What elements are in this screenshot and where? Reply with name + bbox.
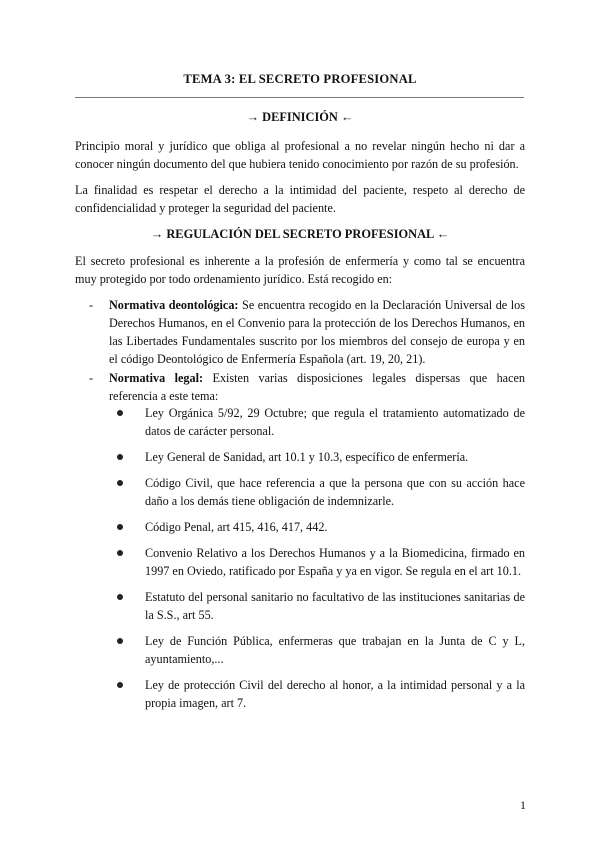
legal-provisions-list (110, 404, 525, 720)
page-number: 1 (520, 798, 526, 812)
document-title: TEMA 3: EL SECRETO PROFESIONAL (183, 72, 417, 86)
list-item (110, 474, 525, 510)
list-item (110, 448, 525, 466)
list-item (110, 632, 525, 668)
list-item-text: Ley de Función Pública, enfermeras que trabajan en la Junta de C y L, ayuntamiento,... (145, 634, 525, 666)
list-item (110, 404, 525, 440)
list-item (110, 518, 525, 536)
list-item-text (109, 296, 525, 368)
list-item-text (109, 369, 525, 405)
list-item (110, 588, 525, 624)
bullet-dot-icon (117, 682, 123, 688)
list-item (110, 676, 525, 712)
regulacion-intro: El secreto profesional es inherente a la profesión de enfermería y como tal se encuentra muy protegido por todo ordenamiento jurídico. Está recogido en: (75, 254, 525, 286)
bullet-dot-icon (117, 480, 123, 486)
list-item-body: Se encuentra recogido en la Declaración Universal de los Derechos Humanos, en el Convenio para la protección de los Derechos Humanos, en las Libertades Fundamentales suscrito por los miembros del consejo de europa y en el código Deontológico de Enfermería Española (art. 19, 20, 21). (109, 298, 525, 366)
list-item-text: Ley Orgánica 5/92, 29 Octubre; que regula el tratamiento automatizado de datos de carácter personal. (145, 406, 525, 438)
definicion-paragraph: Principio moral y jurídico que obliga al profesional a no revelar ningún hecho ni dar a conocer ningún documento del que hubiera tenido conocimiento por razón de su profesión. (75, 139, 525, 171)
dash-marker: - (89, 298, 94, 312)
bullet-dot-icon (117, 638, 123, 644)
list-item-text: Código Penal, art 415, 416, 417, 442. (145, 520, 328, 534)
bullet-dot-icon (117, 410, 123, 416)
list-item-body: Existen varias disposiciones legales dispersas que hacen referencia a este tema: (109, 371, 525, 403)
list-item-text: Ley de protección Civil del derecho al honor, a la intimidad personal y a la propia imagen, art 7. (145, 678, 525, 710)
bullet-dot-icon (117, 594, 123, 600)
list-item-label: Normativa legal: (109, 371, 204, 385)
dash-marker: - (89, 371, 94, 385)
bullet-dot-icon (117, 550, 123, 556)
title-divider (75, 97, 524, 98)
definicion-heading: → DEFINICIÓN ← (246, 110, 354, 124)
bullet-dot-icon (117, 524, 123, 530)
list-item-normativa-legal (75, 369, 525, 405)
regulacion-heading: → REGULACIÓN DEL SECRETO PROFESIONAL ← (150, 227, 450, 241)
bullet-dot-icon (117, 454, 123, 460)
list-item-text: Código Civil, que hace referencia a que la persona que con su acción hace daño a los demás tiene obligación de indemnizarle. (145, 476, 525, 508)
list-item (110, 544, 525, 580)
list-item-text: Estatuto del personal sanitario no facultativo de las instituciones sanitarias de la S.S., art 55. (145, 590, 525, 622)
list-item-text: Convenio Relativo a los Derechos Humanos y a la Biomedicina, firmado en 1997 en Oviedo, ratificado por España y ya en vigor. Se regula en el art 10.1. (145, 546, 525, 578)
finalidad-paragraph: La finalidad es respetar el derecho a la intimidad del paciente, respeto al derecho de confidencialidad y proteger la seguridad del paciente. (75, 183, 525, 215)
list-item-text: Ley General de Sanidad, art 10.1 y 10.3, específico de enfermería. (145, 450, 469, 464)
list-item-normativa-deontologica (75, 296, 525, 368)
list-item-label: Normativa deontológica: (109, 298, 239, 312)
